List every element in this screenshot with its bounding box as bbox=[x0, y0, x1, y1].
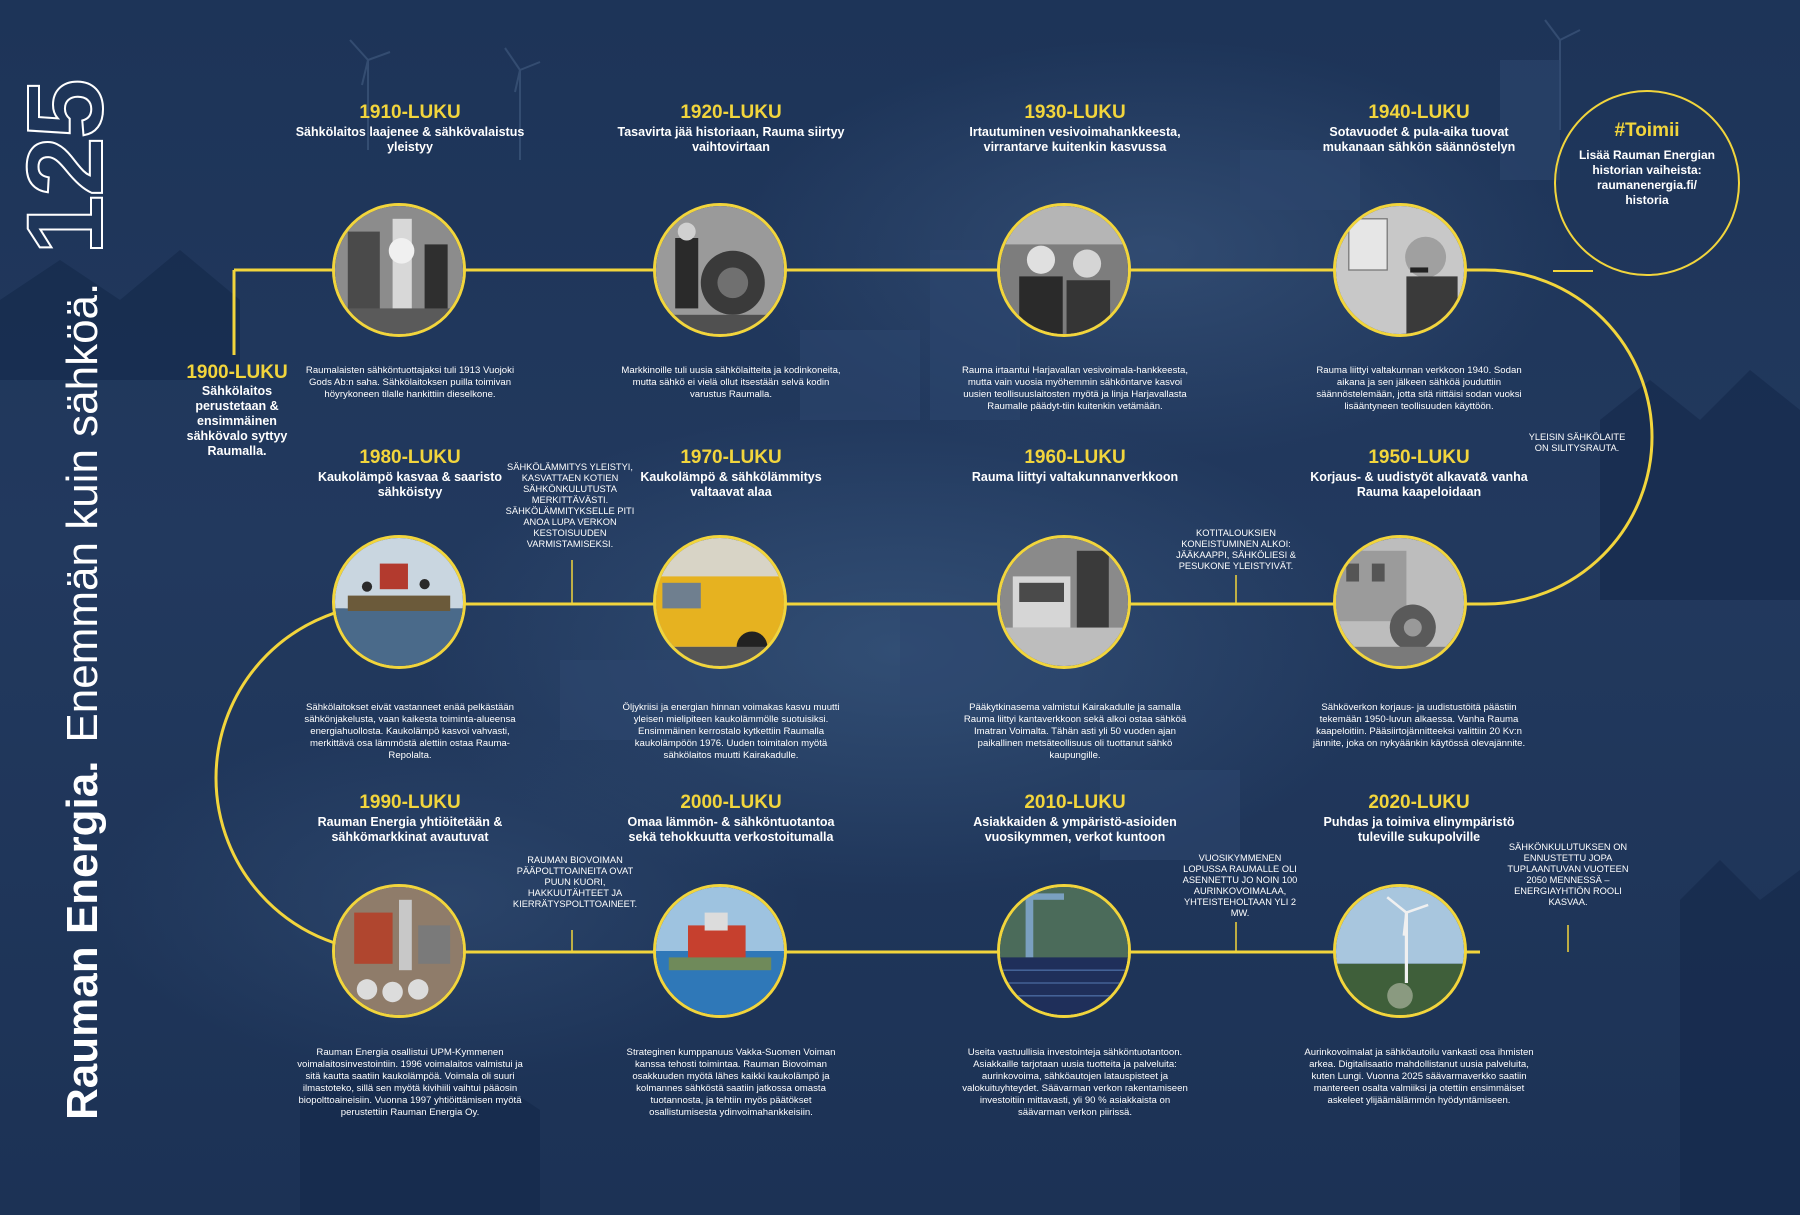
era-1920-text: Markkinoille tuli uusia sähkölaitteita ja kodinkoneita, mutta sähkö ei vielä ollut itsestään selvä kodin varustus Raumalla. bbox=[621, 365, 841, 400]
era-headline: Tasavirta jää historiaan, Rauma siirtyy vaihtovirtaan bbox=[617, 125, 845, 154]
era-1990-text: Rauman Energia osallistui UPM-Kymmenen voimalaitosinvestointiin. 1996 voimalaitos valmistui ja sitä kautta saatiin kaukolämpöä. Voimala oli suuri ilmastoteko, sillä sen myötä kivihiili vaihtui pääosin biopolttoaineisiin. Vuonna 1997 yhtiöittämisen myötä perustettiin Rauman Energia Oy. bbox=[297, 1047, 523, 1118]
note-aurinko: VUOSIKYMMENEN LOPUSSA RAUMALLE OLI ASENNETTU JO NOIN 100 AURINKOVOIMALAA, YHTEISTEHOLTAAN YLI 2 MW. bbox=[1182, 853, 1298, 918]
note-sahkolammitys: SÄHKÖLÄMMITYS YLEISTYI, KASVATTAEN KOTIEN SÄHKÖNKULUTUSTA MERKITTÄVÄSTI. SÄHKÖLÄMMITYKSELLE PITI ANOA LUPA VERKON KESTOISUUDEN VARMISTAMISEKSI. bbox=[505, 462, 635, 549]
era-headline: Asiakkaiden & ympäristö-asioiden vuosikymmen, verkot kuntoon bbox=[973, 815, 1177, 844]
era-year: 1970-LUKU bbox=[680, 447, 782, 468]
era-headline: Kaukolämpö kasvaa & saaristo sähköistyy bbox=[317, 470, 503, 499]
era-headline: Rauma liittyi valtakunnanverkkoon bbox=[971, 470, 1179, 484]
era-year: 2000-LUKU bbox=[680, 792, 782, 813]
era-year: 2010-LUKU bbox=[1024, 792, 1126, 813]
machinery-workers-photo bbox=[653, 203, 787, 337]
industrial-plant-photo bbox=[332, 884, 466, 1018]
era-1930-header bbox=[960, 102, 1190, 155]
era-1960-text: Pääkytkinasema valmistui Kairakadulle ja samalla Rauma liittyi kantaverkkoon sekä alkoi ostaa sähköä Imatran Voimalta. Tähän asti yli 50 vuoden ajan paikallinen metsäteollisuus oli tuottanut sähkö kaupungille. bbox=[963, 702, 1187, 761]
yellow-van-photo bbox=[653, 535, 787, 669]
era-1910-text: Raumalaisten sähköntuottajaksi tuli 1913 Vuojoki Gods Ab:n saha. Sähkölaitoksen puilla toimivan höyrykoneen tilalle hankittiin dieselkone. bbox=[305, 365, 515, 400]
era-2000-text: Strateginen kumppanuus Vakka-Suomen Voiman kanssa tehosti toimintaa. Rauman Biovoiman osakkuuden myötä lähes kaikki kaukolämpö ja kolmannes sähköstä saatiin jatkossa omasta tuotannosta, ja tehtiin myös päätökset osallistumisesta ydinvoimahankkeisiin. bbox=[626, 1047, 836, 1118]
era-1950-header bbox=[1304, 447, 1534, 500]
brand-name: Rauman Energia. bbox=[58, 760, 107, 1120]
era-1920-header bbox=[616, 102, 846, 155]
kitchen-photo bbox=[997, 535, 1131, 669]
slogan: Enemmän kuin sähköä. bbox=[58, 282, 107, 743]
era-1900 bbox=[172, 362, 302, 459]
era-headline: Rauman Energia yhtiöitetään & sähkömarkkinat avautuvat bbox=[317, 815, 503, 844]
era-year: 1910-LUKU bbox=[359, 102, 461, 123]
anniversary-number: 125 bbox=[3, 80, 125, 255]
cable-drum-photo bbox=[1333, 535, 1467, 669]
solar-harbor-photo bbox=[997, 884, 1131, 1018]
era-1960-header bbox=[960, 447, 1190, 485]
era-headline: Sähkölaitos laajenee & sähkövalaistus yleistyy bbox=[295, 125, 525, 154]
era-headline: Puhdas ja toimiva elinympäristö tuleville sukupolville bbox=[1323, 815, 1515, 844]
era-1970-header bbox=[616, 447, 846, 500]
note-kotitaloudet: KOTITALOUKSIEN KONEISTUMINEN ALKOI: JÄÄKAAPPI, SÄHKÖLIESI & PESUKONE YLEISTYIVÄT. bbox=[1176, 528, 1296, 571]
era-1980-header bbox=[295, 447, 525, 500]
era-1940-header bbox=[1304, 102, 1534, 155]
era-year: 1940-LUKU bbox=[1368, 102, 1470, 123]
raft-photo bbox=[332, 535, 466, 669]
era-headline: Korjaus- & uudistyöt alkavat& vanha Rauma kaapeloidaan bbox=[1310, 470, 1528, 499]
era-year: 1950-LUKU bbox=[1368, 447, 1470, 468]
era-2010-header bbox=[960, 792, 1190, 845]
era-year: 1900-LUKU bbox=[186, 362, 288, 383]
pipe-man-photo bbox=[1333, 203, 1467, 337]
era-1970-text: Öljykriisi ja energian hinnan voimakas kasvu muutti yleisen mielipiteen kaukolämmölle suotuisiksi. Ensimmäinen kerrostalo kytkettiin Raumalla kaukolämpöön 1976. Uuden toimitalon myötä sähkölaitos muutti Kairakadulle. bbox=[622, 702, 840, 761]
power-plant-photo bbox=[332, 203, 466, 337]
note-silitysrauta: YLEISIN SÄHKÖLAITE ON SILITYSRAUTA. bbox=[1528, 432, 1626, 453]
era-2020-text: Aurinkovoimalat ja sähköautoilu vankasti osa ihmisten arkea. Digitalisaatio mahdollistanut uusia palveluita, kuten Lungi. Vuonna 2025 säävarmaverkko saatiin mantereen osalta valmiiksi ja otettiin ensimmäiset askeleet ylijäämälämmön hyödyntämiseen. bbox=[1304, 1047, 1534, 1106]
note-kulutus: SÄHKÖNKULUTUKSEN ON ENNUSTETTU JOPA TUPLAANTUVAN VUOTEEN 2050 MENNESSÄ – ENERGIAYHTIÖN ROOLI KASVAA. bbox=[1507, 842, 1629, 907]
era-headline: Sähkölaitos perustetaan & ensimmäinen sähkövalo syttyy Raumalla. bbox=[186, 384, 288, 458]
era-year: 1980-LUKU bbox=[359, 447, 461, 468]
era-1910-header bbox=[295, 102, 525, 155]
era-year: 1960-LUKU bbox=[1024, 447, 1126, 468]
era-1930-text: Rauma irtaantui Harjavallan vesivoimala-hankkeesta, mutta vain vuosia myöhemmin sähköntarve kasvoi uusien teollisuuslaitosten myötä ja linja Harjavallasta Raumalle päädyt-tiin kuitenkin vetämään. bbox=[961, 365, 1189, 412]
era-year: 1990-LUKU bbox=[359, 792, 461, 813]
era-1950-text: Sähköverkon korjaus- ja uudistustöitä päästiin tekemään 1950-luvun alkaessa. Vanha Rauma kaapeloitiin. Pääsiirtojännitteeksi valittiin 20 Kv:n jännite, joka on nykyäänkin käytössä olevajännite. bbox=[1312, 702, 1526, 749]
era-2000-header bbox=[616, 792, 846, 845]
toimii-text: Lisää Rauman Energian historian vaiheista: raumanenergia.fi/ historia bbox=[1578, 148, 1716, 207]
era-headline: Irtautuminen vesivoimahankkeesta, virrantarve kuitenkin kasvussa bbox=[969, 125, 1181, 154]
vertical-title bbox=[3, 80, 125, 1120]
era-year: 1920-LUKU bbox=[680, 102, 782, 123]
era-year: 1930-LUKU bbox=[1024, 102, 1126, 123]
two-workers-photo bbox=[997, 203, 1131, 337]
note-biovoima: RAUMAN BIOVOIMAN PÄÄPOLTTOAINEITA OVAT PUUN KUORI, HAKKUUTÄHTEET JA KIERRÄTYSPOLTTOAINEET. bbox=[512, 855, 638, 909]
era-2020-header bbox=[1304, 792, 1534, 845]
era-headline: Kaukolämpö & sähkölämmitys valtaavat alaa bbox=[640, 470, 822, 499]
era-2010-text: Useita vastuullisia investointeja sähköntuotantoon. Asiakkaille tarjotaan uusia tuotteita ja palveluita: aurinkovoima, sähköautojen latauspisteet ja valokuituyhteydet. Säävarman verkon rakentamiseen investoitiin mittavasti, yli 90 % asiakkaista on säävarman verkon piirissä. bbox=[962, 1047, 1188, 1118]
wind-turbines-photo bbox=[1333, 884, 1467, 1018]
toimii-circle[interactable] bbox=[1554, 90, 1740, 276]
toimii-tag: #Toimii bbox=[1614, 120, 1680, 141]
era-year: 2020-LUKU bbox=[1368, 792, 1470, 813]
era-headline: Sotavuodet & pula-aika tuovat mukanaan sähkön säännöstelyn bbox=[1322, 125, 1516, 154]
era-1990-header bbox=[295, 792, 525, 845]
era-1940-text: Rauma liittyi valtakunnan verkkoon 1940. Sodan aikana ja sen jälkeen sähköä jouduttiin säännöstelemään, jotta sitä riittäisi sodan vuoksi lisääntyneen teollisuuden käyttöön. bbox=[1316, 365, 1522, 412]
nuclear-plant-photo bbox=[653, 884, 787, 1018]
era-1980-text: Sähkölaitokset eivät vastanneet enää pelkästään sähkönjakelusta, vaan kaikesta toiminta-alueensa energiahuollosta. Kaukolämpö kasvoi vahvasti, merkittävä osa lämmöstä alettiin ostaa Rauma-Repolalta. bbox=[304, 702, 516, 761]
era-headline: Omaa lämmön- & sähköntuotantoa sekä tehokkuutta verkostoitumalla bbox=[627, 815, 835, 844]
